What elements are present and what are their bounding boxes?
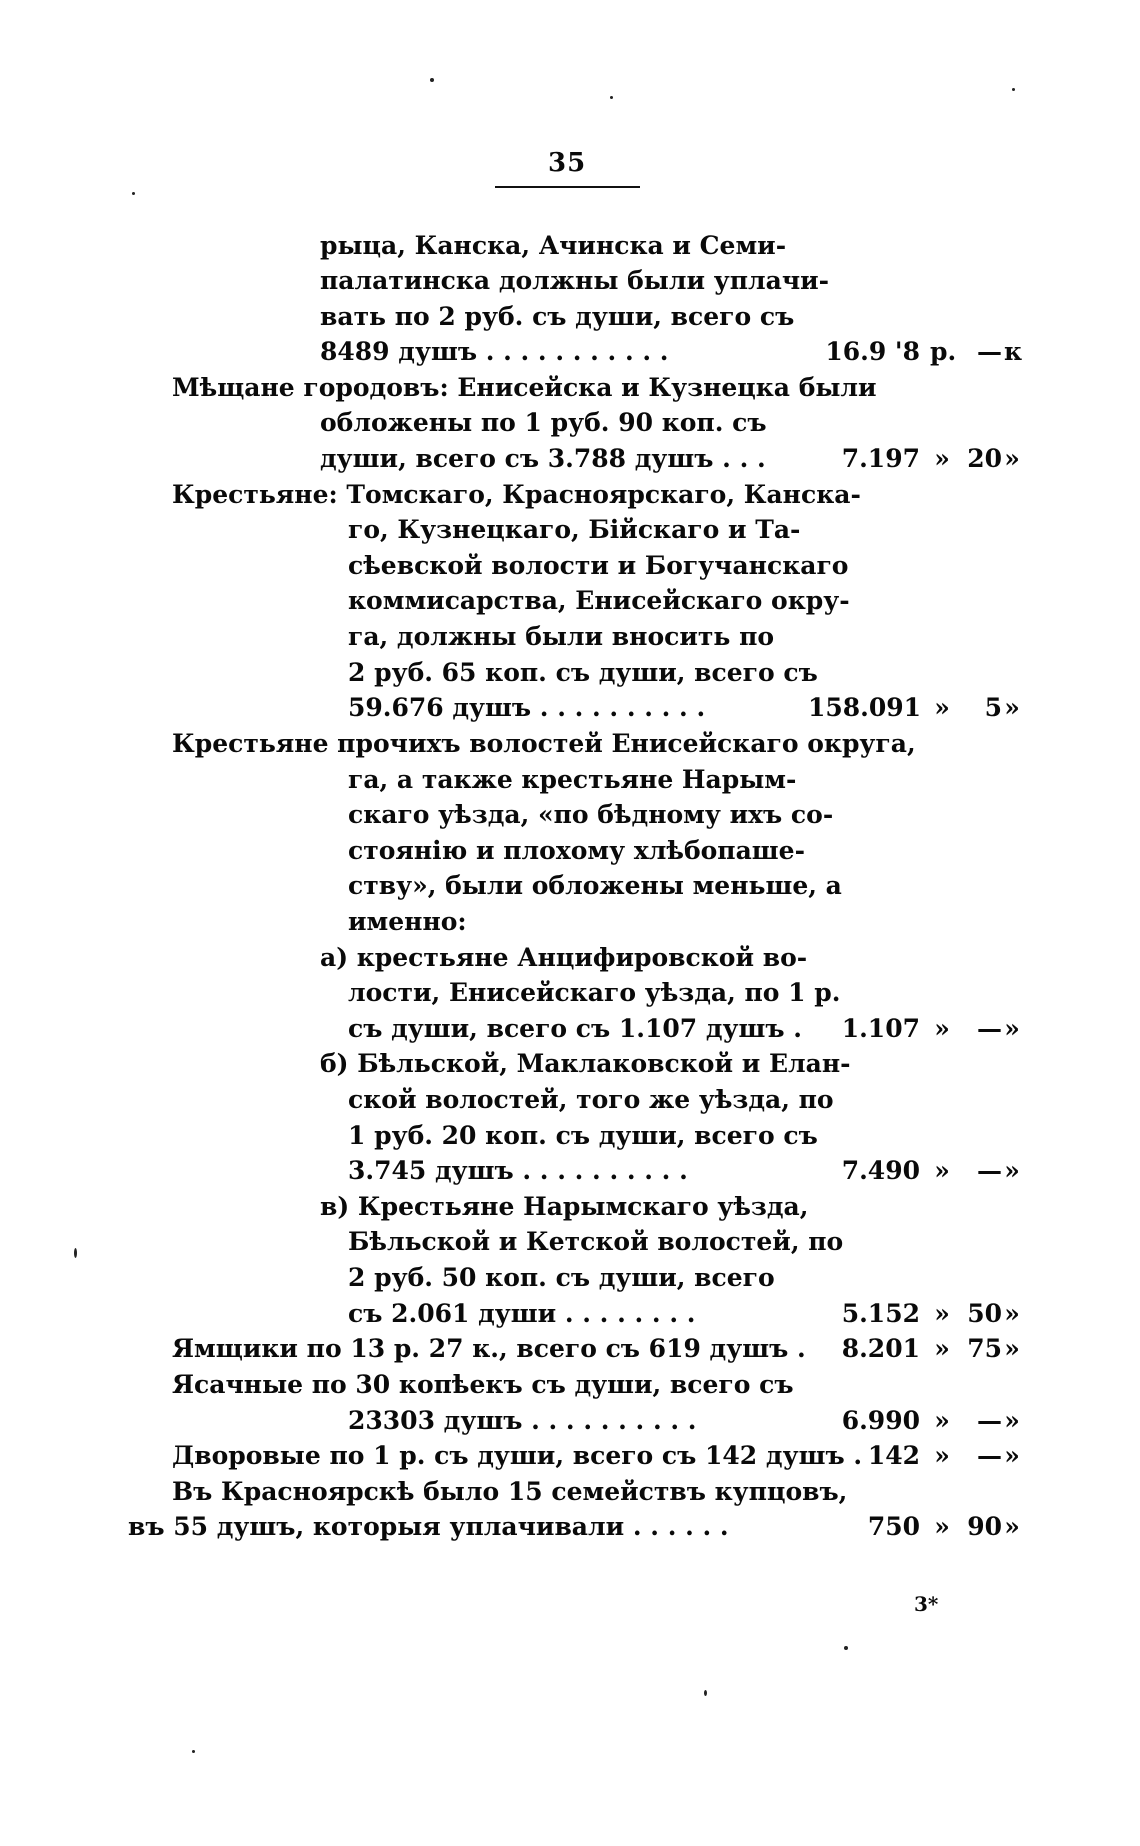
text-line (348, 868, 842, 904)
text-line (348, 1153, 808, 1189)
text-line-content: ству», были обложены меньше, а (348, 871, 842, 900)
amount-suffix: » (1004, 1512, 1020, 1541)
text-line-content: 59.676 душъ . . . . . . . . . . (348, 693, 706, 722)
amount-row (808, 1011, 1023, 1047)
text-line (320, 1046, 851, 1082)
text-line (320, 228, 808, 264)
amount-suffix: » (1004, 1406, 1020, 1435)
text-line-content: 8489 душъ . . . . . . . . . . . (320, 337, 669, 366)
text-line-content: стоянію и плохому хлѣбопаше- (348, 836, 805, 865)
amount-kopecks: — (977, 1406, 1002, 1435)
amount-separator: » (934, 693, 950, 722)
text-line-content: 23303 душъ . . . . . . . . . . (348, 1406, 697, 1435)
text-line (172, 1438, 863, 1474)
amount-row (808, 1403, 1023, 1439)
text-line (348, 690, 808, 726)
text-line-content: Въ Красноярскѣ было 15 семействъ купцовъ, (172, 1477, 848, 1506)
scan-speck (192, 1750, 195, 1753)
scan-speck (74, 1248, 77, 1258)
text-line-content: въ 55 душъ, которыя уплачивали . . . . . . (128, 1512, 729, 1541)
scan-speck (844, 1646, 848, 1650)
text-line (348, 1118, 818, 1154)
amount-kopecks: 5 (984, 693, 1002, 722)
text-line (348, 762, 808, 798)
text-line (348, 1403, 808, 1439)
amount-rubles: 16.9 '8 (825, 337, 920, 366)
amount-row (808, 1331, 1023, 1367)
text-line (320, 334, 808, 370)
text-line (348, 904, 808, 940)
text-line-content: Крестьяне прочихъ волостей Енисейскаго округа, (172, 729, 916, 758)
amount-rubles: 158.091 (808, 693, 922, 722)
page-number-rule (495, 186, 640, 188)
text-line (348, 583, 850, 619)
text-line-content: б) Бѣльской, Маклаковской и Елан- (320, 1049, 851, 1078)
scan-speck (610, 96, 613, 99)
text-line-content: Крестьяне: Томскаго, Красноярскаго, Канска- (172, 480, 861, 509)
text-line-content: Дворовые по 1 р. съ души, всего съ 142 душъ . (172, 1441, 863, 1470)
text-line-content: Бѣльской и Кетской волостей, по (348, 1227, 844, 1256)
text-line (172, 1331, 808, 1367)
text-line-content: 3.745 душъ . . . . . . . . . . (348, 1156, 688, 1185)
amount-suffix: » (1004, 444, 1020, 473)
amount-kopecks: — (977, 337, 1002, 366)
amount-kopecks: — (977, 1156, 1002, 1185)
amount-suffix: » (1004, 1334, 1020, 1363)
text-line-content: Мѣщане городовъ: Енисейска и Кузнецка были (172, 373, 877, 402)
amount-separator: » (934, 1441, 950, 1470)
amount-separator: » (934, 1406, 950, 1435)
text-line (320, 263, 830, 299)
text-line-content: души, всего съ 3.788 душъ . . . (320, 444, 766, 473)
text-line (320, 940, 808, 976)
text-line-content: лости, Енисейскаго уѣзда, по 1 р. (348, 978, 841, 1007)
text-line-content: вать по 2 руб. съ души, всего съ (320, 302, 795, 331)
amount-row (808, 1296, 1023, 1332)
text-line (320, 299, 808, 335)
text-line (172, 370, 877, 406)
text-line-content: сѣевской волости и Богучанскаго (348, 551, 849, 580)
amount-separator: » (934, 1014, 950, 1043)
amount-rubles: 8.201 (841, 1334, 920, 1363)
text-line-content: га, должны были вносить по (348, 622, 775, 651)
amount-suffix: » (1004, 1156, 1020, 1185)
amount-row (808, 690, 1023, 726)
amount-kopecks: 75 (967, 1334, 1002, 1363)
text-line-content: 1 руб. 20 коп. съ души, всего съ (348, 1121, 818, 1150)
amount-rubles: 7.197 (841, 444, 920, 473)
amount-suffix: » (1004, 1014, 1020, 1043)
text-line-content: 2 руб. 65 коп. съ души, всего съ (348, 658, 818, 687)
amount-row (808, 1438, 1023, 1474)
amount-separator: » (934, 1334, 950, 1363)
text-line-content: га, а также крестьяне Нарым- (348, 765, 797, 794)
amount-separator: » (934, 1512, 950, 1541)
amount-rubles: 7.490 (841, 1156, 920, 1185)
text-line (320, 1189, 808, 1225)
amount-separator: » (934, 1156, 950, 1185)
amount-separator: р. (930, 337, 957, 366)
text-line (172, 477, 861, 513)
amount-separator: » (934, 444, 950, 473)
text-line-content: ской волостей, того же уѣзда, по (348, 1085, 834, 1114)
text-line-content: именно: (348, 907, 467, 936)
text-line (348, 1011, 808, 1047)
amount-kopecks: 50 (967, 1299, 1002, 1328)
text-line (348, 655, 818, 691)
scan-speck (132, 192, 135, 195)
text-line-content: палатинска должны были уплачи- (320, 266, 830, 295)
text-line-content: съ души, всего съ 1.107 душъ . (348, 1014, 802, 1043)
amount-suffix: » (1004, 1441, 1020, 1470)
page-number: 35 (548, 148, 587, 178)
amount-kopecks: 20 (967, 444, 1002, 473)
text-line (348, 619, 808, 655)
text-line (348, 1296, 808, 1332)
amount-row (808, 334, 1023, 370)
text-line-content: го, Кузнецкаго, Бійскаго и Та- (348, 515, 801, 544)
amount-rubles: 750 (867, 1512, 920, 1541)
scan-speck (704, 1690, 707, 1696)
amount-rubles: 142 (867, 1441, 920, 1470)
text-line-content: Ямщики по 13 р. 27 к., всего съ 619 душъ . (172, 1334, 806, 1363)
text-line (172, 1474, 848, 1510)
text-line (348, 548, 849, 584)
amount-kopecks: — (977, 1014, 1002, 1043)
amount-separator: » (934, 1299, 950, 1328)
amount-rubles: 6.990 (841, 1406, 920, 1435)
text-line-content: 2 руб. 50 коп. съ души, всего (348, 1263, 775, 1292)
text-line-content: коммисарства, Енисейскаго окру- (348, 586, 850, 615)
text-line (348, 1224, 844, 1260)
amount-suffix: » (1004, 1299, 1020, 1328)
amount-suffix: » (1004, 693, 1020, 722)
text-line (348, 797, 834, 833)
amount-row (808, 441, 1023, 477)
text-line-content: а) крестьяне Анцифировской во- (320, 943, 808, 972)
text-line-content: в) Крестьяне Нарымскаго уѣзда, (320, 1192, 809, 1221)
text-line-content: рыца, Канска, Ачинска и Семи- (320, 231, 787, 260)
amount-rubles: 5.152 (841, 1299, 920, 1328)
text-line (348, 512, 808, 548)
amount-rubles: 1.107 (841, 1014, 920, 1043)
text-line (320, 441, 808, 477)
amount-row (808, 1509, 1023, 1545)
text-line (348, 975, 841, 1011)
scan-speck (430, 78, 434, 82)
text-line (172, 1367, 808, 1403)
amount-suffix: к (1004, 337, 1023, 366)
text-line-content: съ 2.061 души . . . . . . . . (348, 1299, 696, 1328)
text-line (320, 405, 808, 441)
amount-kopecks: 90 (967, 1512, 1002, 1541)
text-line-content: обложены по 1 руб. 90 коп. съ (320, 408, 767, 437)
text-line (128, 1509, 808, 1545)
signature-mark: 3* (914, 1592, 939, 1616)
text-line (172, 726, 916, 762)
text-line (348, 1082, 834, 1118)
scan-speck (1012, 88, 1015, 91)
text-line (348, 1260, 808, 1296)
amount-kopecks: — (977, 1441, 1002, 1470)
text-line (348, 833, 808, 869)
amount-row (808, 1153, 1023, 1189)
text-line-content: Ясачные по 30 копѣекъ съ души, всего съ (172, 1370, 794, 1399)
text-line-content: скаго уѣзда, «по бѣдному ихъ со- (348, 800, 834, 829)
